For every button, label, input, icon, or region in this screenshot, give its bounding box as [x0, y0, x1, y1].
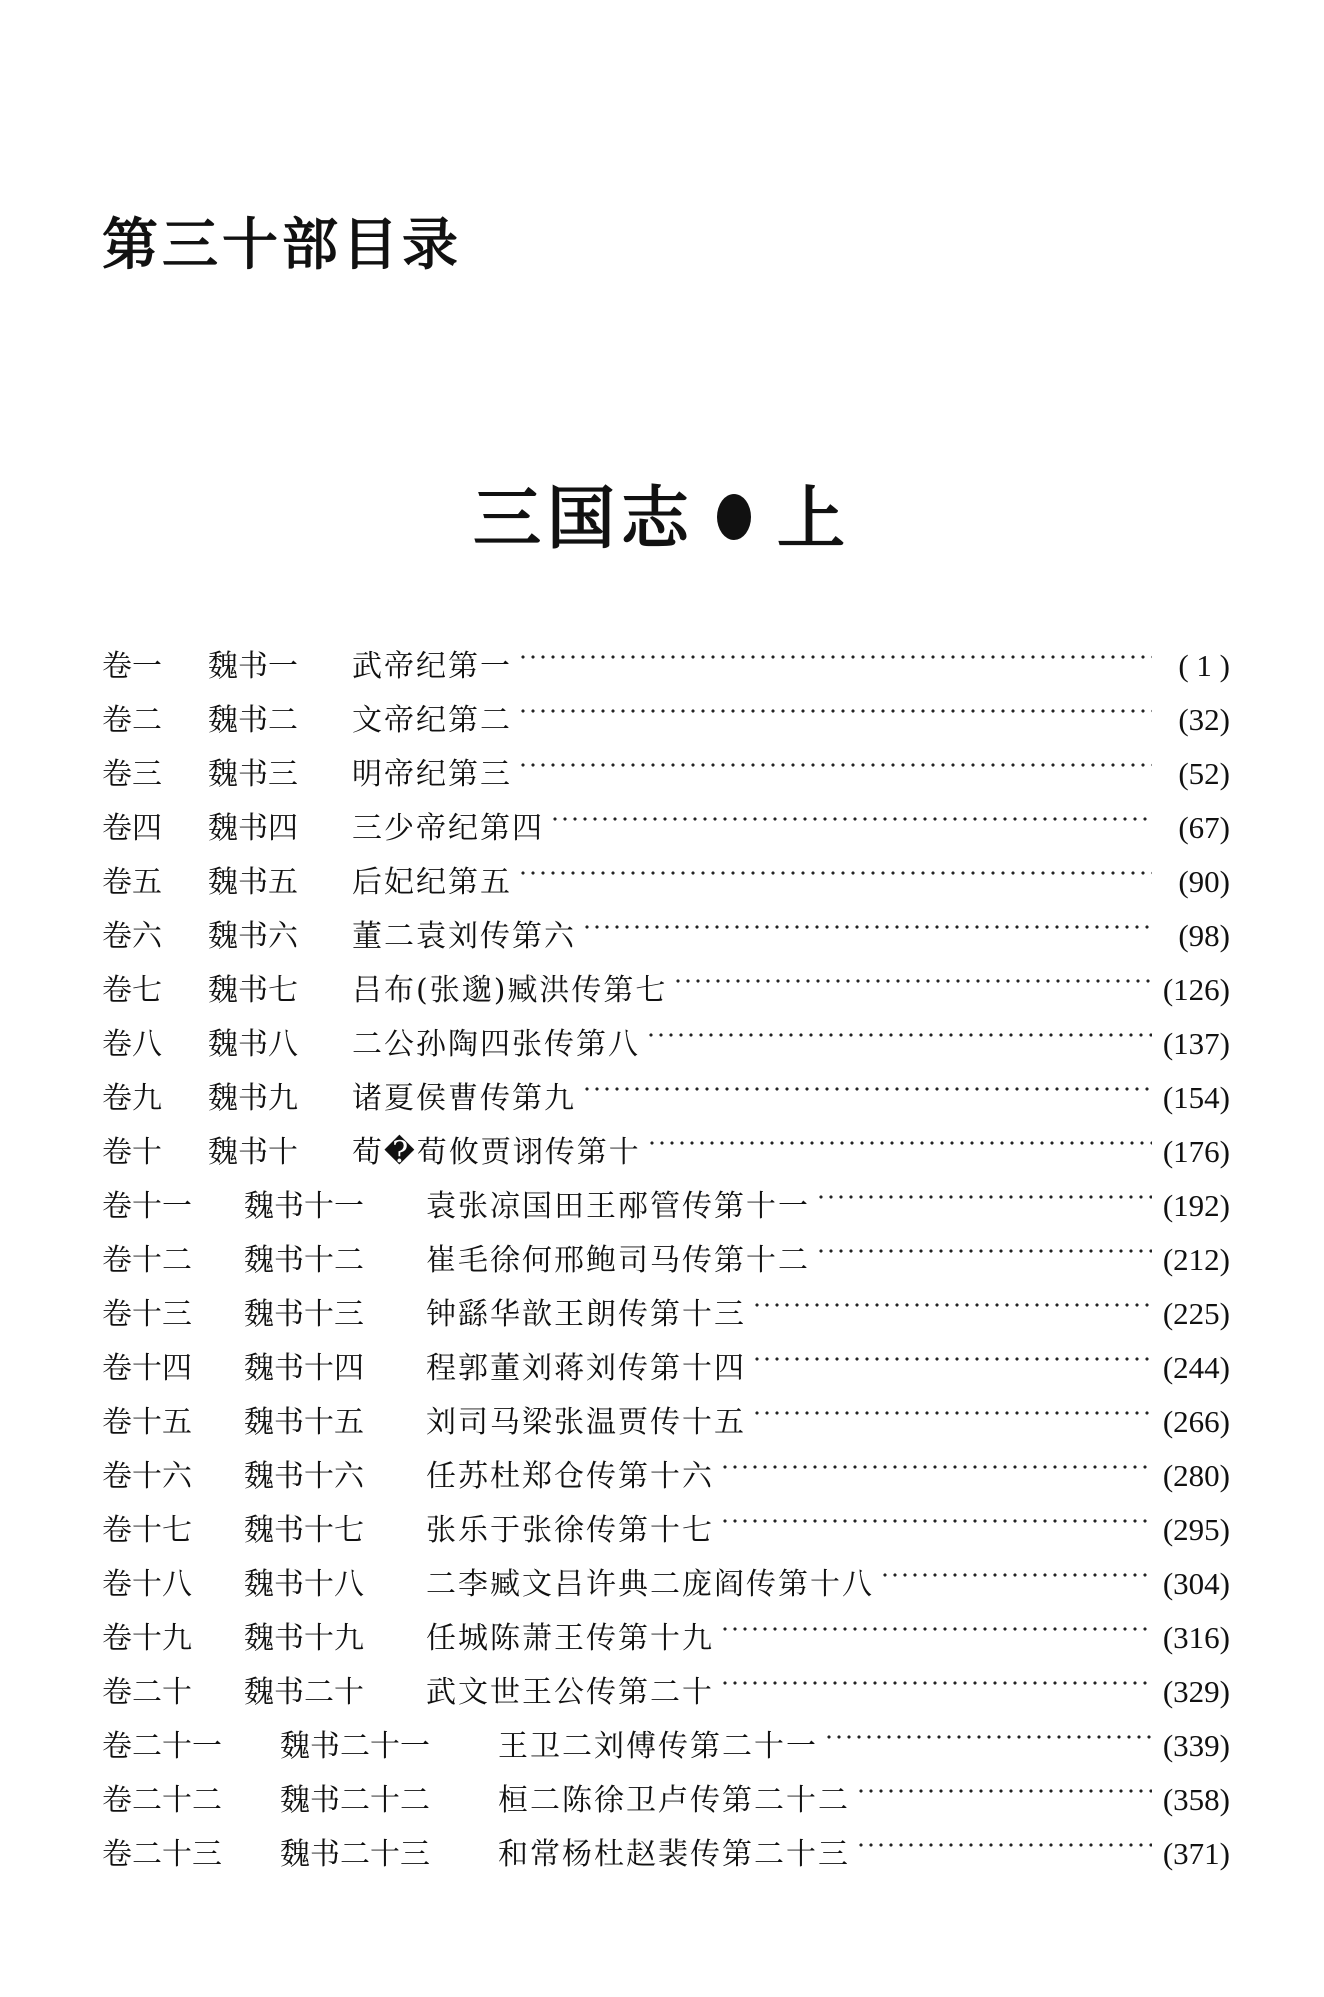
toc-dot-leader [856, 1756, 1152, 1810]
toc-dot-leader [720, 1594, 1152, 1648]
toc-juan: 卷四 [102, 811, 162, 846]
toc-page-number: (295) [1162, 1512, 1230, 1547]
toc-section: 魏书七 [208, 973, 298, 1008]
toc-chapter-title: 二公孙陶四张传第八 [352, 1027, 640, 1062]
toc-page-number: (32) [1178, 702, 1230, 737]
toc-section: 魏书二十 [244, 1675, 364, 1710]
toc-juan: 卷十六 [102, 1459, 192, 1494]
toc-dot-leader [518, 730, 1152, 784]
toc-dot-leader [518, 622, 1152, 676]
toc-juan: 卷三 [102, 757, 162, 792]
toc-chapter-title: 程郭董刘蒋刘传第十四 [426, 1351, 746, 1386]
toc-page-number: (212) [1162, 1242, 1230, 1277]
toc-juan: 卷十一 [102, 1189, 192, 1224]
toc-chapter-title: 袁张凉国田王邴管传第十一 [426, 1189, 810, 1224]
toc-page-number: (316) [1162, 1620, 1230, 1655]
toc-dot-leader [816, 1216, 1152, 1270]
toc-section: 魏书十六 [244, 1459, 364, 1494]
toc-juan: 卷十二 [102, 1243, 192, 1278]
toc-dot-leader [673, 946, 1152, 1000]
toc-dot-leader [720, 1486, 1152, 1540]
toc-chapter-title: 明帝纪第三 [352, 757, 512, 792]
toc-section: 魏书一 [208, 649, 298, 684]
toc-chapter-title: 诸夏侯曹传第九 [352, 1081, 576, 1116]
toc-chapter-title: 荀�荀攸贾诩传第十 [352, 1135, 641, 1170]
toc-chapter-title: 桓二陈徐卫卢传第二十二 [498, 1783, 850, 1818]
toc-page-number: (154) [1162, 1080, 1230, 1115]
toc-section: 魏书三 [208, 757, 298, 792]
toc-dot-leader [518, 676, 1152, 730]
toc-page-number: ( 1 ) [1178, 648, 1230, 683]
toc-section: 魏书二十三 [280, 1837, 430, 1872]
toc-juan: 卷九 [102, 1081, 162, 1116]
toc-chapter-title: 崔毛徐何邢鲍司马传第十二 [426, 1243, 810, 1278]
toc-dot-leader [856, 1810, 1152, 1864]
toc-page-number: (266) [1162, 1404, 1230, 1439]
toc-section: 魏书九 [208, 1081, 298, 1116]
toc-section: 魏书八 [208, 1027, 298, 1062]
toc-juan: 卷八 [102, 1027, 162, 1062]
toc-juan: 卷二十 [102, 1675, 192, 1710]
toc-juan: 卷十九 [102, 1621, 192, 1656]
toc-dot-leader [582, 1054, 1152, 1108]
toc-chapter-title: 董二袁刘传第六 [352, 919, 576, 954]
toc-section: 魏书二十二 [280, 1783, 430, 1818]
toc-dot-leader [518, 838, 1152, 892]
toc-chapter-title: 任城陈萧王传第十九 [426, 1621, 714, 1656]
toc-dot-leader [720, 1432, 1152, 1486]
toc-chapter-title: 武帝纪第一 [352, 649, 512, 684]
toc-dot-leader [646, 1000, 1152, 1054]
toc-page-number: (329) [1162, 1674, 1230, 1709]
table-of-contents [102, 622, 1230, 1872]
toc-juan: 卷十 [102, 1135, 162, 1170]
toc-section: 魏书五 [208, 865, 298, 900]
toc-page-number: (339) [1162, 1728, 1230, 1763]
toc-section: 魏书十七 [244, 1513, 364, 1548]
toc-dot-leader [752, 1270, 1152, 1324]
toc-page-number: (126) [1162, 972, 1230, 1007]
toc-section: 魏书二十一 [280, 1729, 430, 1764]
toc-dot-leader [816, 1162, 1152, 1216]
toc-juan: 卷六 [102, 919, 162, 954]
toc-page-number: (358) [1162, 1782, 1230, 1817]
toc-chapter-title: 吕布(张邈)臧洪传第七 [352, 973, 668, 1008]
toc-page-number: (176) [1162, 1134, 1230, 1169]
toc-page-number: (371) [1162, 1836, 1230, 1871]
toc-page-number: (67) [1178, 810, 1230, 845]
toc-juan: 卷七 [102, 973, 162, 1008]
toc-chapter-title: 钟繇华歆王朗传第十三 [426, 1297, 746, 1332]
toc-section: 魏书十五 [244, 1405, 364, 1440]
toc-juan: 卷五 [102, 865, 162, 900]
toc-section: 魏书二 [208, 703, 298, 738]
toc-entry[interactable] [102, 622, 1230, 684]
toc-dot-leader [880, 1540, 1152, 1594]
toc-page-number: (304) [1162, 1566, 1230, 1601]
toc-chapter-title: 王卫二刘傅传第二十一 [498, 1729, 818, 1764]
toc-page-number: (52) [1178, 756, 1230, 791]
toc-section: 魏书六 [208, 919, 298, 954]
toc-dot-leader [824, 1702, 1152, 1756]
separator-dot-icon [717, 494, 751, 540]
toc-section: 魏书十九 [244, 1621, 364, 1656]
toc-page-number: (192) [1162, 1188, 1230, 1223]
toc-dot-leader [752, 1378, 1152, 1432]
toc-chapter-title: 后妃纪第五 [352, 865, 512, 900]
toc-page-number: (244) [1162, 1350, 1230, 1385]
toc-chapter-title: 刘司马梁张温贾传十五 [426, 1405, 746, 1440]
toc-section: 魏书十八 [244, 1567, 364, 1602]
book-title-volume: 上 [777, 480, 852, 559]
toc-page-number: (137) [1162, 1026, 1230, 1061]
toc-juan: 卷二 [102, 703, 162, 738]
toc-juan: 卷十七 [102, 1513, 192, 1548]
toc-chapter-title: 和常杨杜赵裴传第二十三 [498, 1837, 850, 1872]
toc-juan: 卷十八 [102, 1567, 192, 1602]
toc-section: 魏书四 [208, 811, 298, 846]
toc-juan: 卷十三 [102, 1297, 192, 1332]
toc-chapter-title: 文帝纪第二 [352, 703, 512, 738]
toc-page-number: (280) [1162, 1458, 1230, 1493]
toc-chapter-title: 张乐于张徐传第十七 [426, 1513, 714, 1548]
toc-section: 魏书十四 [244, 1351, 364, 1386]
toc-dot-leader [752, 1324, 1152, 1378]
toc-page-number: (98) [1178, 918, 1230, 953]
toc-dot-leader [582, 892, 1152, 946]
toc-page-number: (90) [1178, 864, 1230, 899]
toc-juan: 卷十四 [102, 1351, 192, 1386]
toc-dot-leader [720, 1648, 1152, 1702]
book-title [0, 480, 1324, 559]
toc-juan: 卷二十三 [102, 1837, 222, 1872]
book-title-main: 三国志 [472, 480, 695, 559]
toc-section: 魏书十二 [244, 1243, 364, 1278]
toc-section: 魏书十三 [244, 1297, 364, 1332]
part-title: 第三十部目录 [102, 213, 462, 278]
toc-juan: 卷二十二 [102, 1783, 222, 1818]
toc-dot-leader [550, 784, 1152, 838]
toc-juan: 卷一 [102, 649, 162, 684]
toc-chapter-title: 任苏杜郑仓传第十六 [426, 1459, 714, 1494]
toc-chapter-title: 二李臧文吕许典二庞阎传第十八 [426, 1567, 874, 1602]
toc-chapter-title: 武文世王公传第二十 [426, 1675, 714, 1710]
toc-juan: 卷二十一 [102, 1729, 222, 1764]
toc-page-number: (225) [1162, 1296, 1230, 1331]
toc-section: 魏书十 [208, 1135, 298, 1170]
toc-section: 魏书十一 [244, 1189, 364, 1224]
toc-dot-leader [647, 1108, 1152, 1162]
toc-juan: 卷十五 [102, 1405, 192, 1440]
toc-chapter-title: 三少帝纪第四 [352, 811, 544, 846]
